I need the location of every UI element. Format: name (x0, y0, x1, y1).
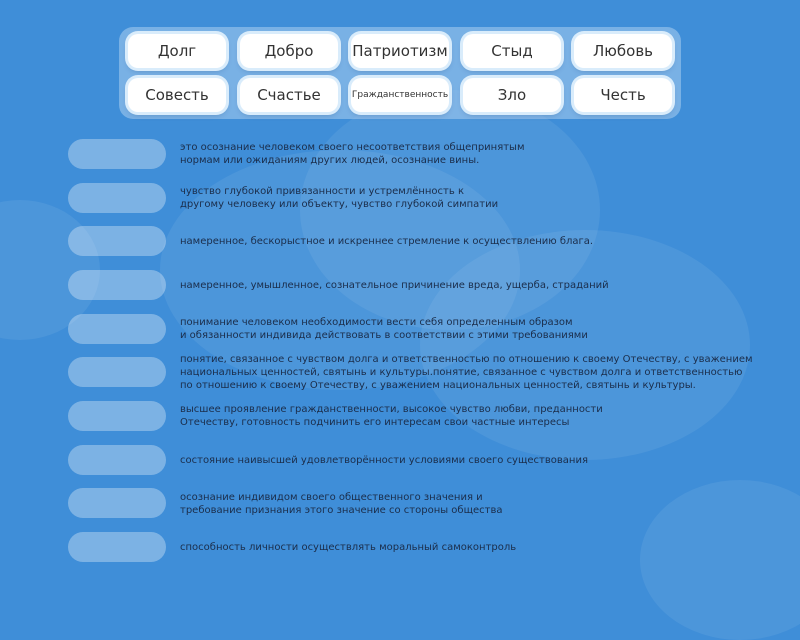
answer-slot-3[interactable] (68, 226, 166, 256)
word-tile-chest[interactable]: Честь (574, 78, 672, 112)
answer-slot-9[interactable] (68, 488, 166, 518)
answer-slot-6[interactable] (68, 357, 166, 387)
definition-7: высшее проявление гражданственности, высокое чувство любви, преданности Отечеству, готовность подчинить его интересам свои частные интересы (180, 404, 603, 428)
word-tile-styd[interactable]: Стыд (463, 34, 561, 68)
definition-3: намеренное, бескорыстное и искреннее стремление к осуществлению блага. (180, 236, 594, 247)
definition-5: понимание человеком необходимости вести себя определенным образом и обязанности индивида действовать в соответствии с этими требованиями (180, 317, 588, 341)
answer-slot-10[interactable] (68, 532, 166, 562)
answer-slot-7[interactable] (68, 401, 166, 431)
word-tile-patriotizm[interactable]: Патриотизм (351, 34, 449, 68)
definition-2: чувство глубокой привязанности и устремлённость к другому человеку или объекту, чувство глубокой симпатии (180, 186, 499, 210)
word-tile-schastye[interactable]: Счастье (240, 78, 338, 112)
answer-slot-4[interactable] (68, 270, 166, 300)
word-tile-zlo[interactable]: Зло (463, 78, 561, 112)
word-tile-grazhdanstvennost[interactable]: Гражданственность (351, 78, 449, 112)
word-tile-dolg[interactable]: Долг (128, 34, 226, 68)
definition-8: состояние наивысшей удовлетворённости условиями своего существования (180, 455, 588, 466)
word-tile-dobro[interactable]: Добро (240, 34, 338, 68)
answer-slot-8[interactable] (68, 445, 166, 475)
definition-10: способность личности осуществлять моральный самоконтроль (180, 542, 517, 553)
definition-4: намеренное, умышленное, сознательное причинение вреда, ущерба, страданий (180, 280, 609, 291)
answer-slot-2[interactable] (68, 183, 166, 213)
word-tile-sovest[interactable]: Совесть (128, 78, 226, 112)
definition-6: понятие, связанное с чувством долга и ответственностью по отношению к своему Отечеству, с уважением национальных ценностей, святынь и культуры.понятие, связанное с чувством долга и ответственностью по отношению к своему Отечеству, с уважением национальных ценностей, святынь и культуры. (180, 354, 753, 391)
definition-1: это осознание человеком своего несоответствия общепринятым нормам или ожиданиям других людей, осознание вины. (180, 142, 525, 166)
definition-9: осознание индивидом своего общественного значения и требование признания этого значение со стороны общества (180, 492, 503, 516)
word-tile-lyubov[interactable]: Любовь (574, 34, 672, 68)
answer-slot-1[interactable] (68, 139, 166, 169)
answer-slot-5[interactable] (68, 314, 166, 344)
